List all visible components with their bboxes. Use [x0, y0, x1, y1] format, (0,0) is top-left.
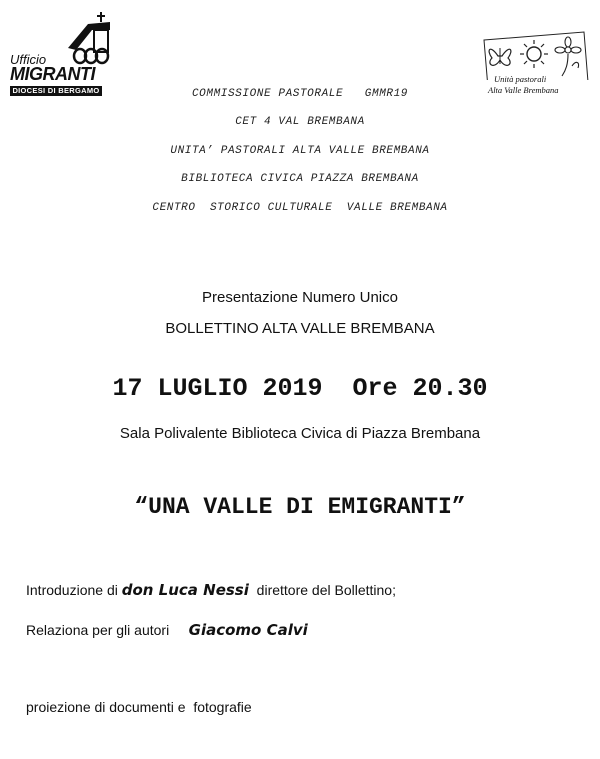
introduction-line [26, 581, 396, 599]
event-venue: Sala Polivalente Biblioteca Civica di Piazza Brembana [119, 425, 481, 442]
speaker-line [26, 621, 308, 639]
logo-text-diocesi: DIOCESI DI BERGAMO [10, 86, 102, 96]
speaker-name: Giacomo Calvi [188, 621, 308, 639]
church-logo-icon [58, 8, 118, 68]
event-datetime: 17 LUGLIO 2019 Ore 20.30 [112, 374, 488, 403]
logo-text-unita: Unità pastorali [494, 74, 547, 84]
introduction-suffix: direttore del Bollettino; [248, 582, 396, 598]
organizer-line-4: BIBLIOTECA CIVICA PIAZZA BREMBANA [181, 173, 419, 185]
publication-title: BOLLETTINO ALTA VALLE BREMBANA [165, 320, 435, 337]
organizer-line-3: UNITA’ PASTORALI ALTA VALLE BREMBANA [170, 145, 430, 157]
speaker-prefix: Relaziona per gli autori [26, 622, 189, 638]
introduction-prefix: Introduzione di [26, 582, 122, 598]
logo-text-ufficio: Ufficio [10, 52, 47, 67]
organizer-line-1: COMMISSIONE PASTORALE GMMR19 [191, 88, 409, 100]
event-title: “UNA VALLE DI EMIGRANTI” [134, 494, 466, 520]
unita-pastorali-emblem-icon [476, 30, 592, 80]
organizer-line-5: CENTRO STORICO CULTURALE VALLE BREMBANA [152, 202, 448, 214]
introduction-name: don Luca Nessi [121, 581, 249, 599]
presentation-label: Presentazione Numero Unico [202, 289, 398, 306]
projection-line: proiezione di documenti e fotografie [26, 699, 252, 715]
logo-text-alta-valle: Alta Valle Brembana [488, 85, 559, 95]
organizer-line-2: CET 4 VAL BREMBANA [235, 116, 365, 128]
ufficio-migranti-logo [8, 8, 120, 98]
logo-text-migranti: MIGRANTI [10, 64, 95, 84]
